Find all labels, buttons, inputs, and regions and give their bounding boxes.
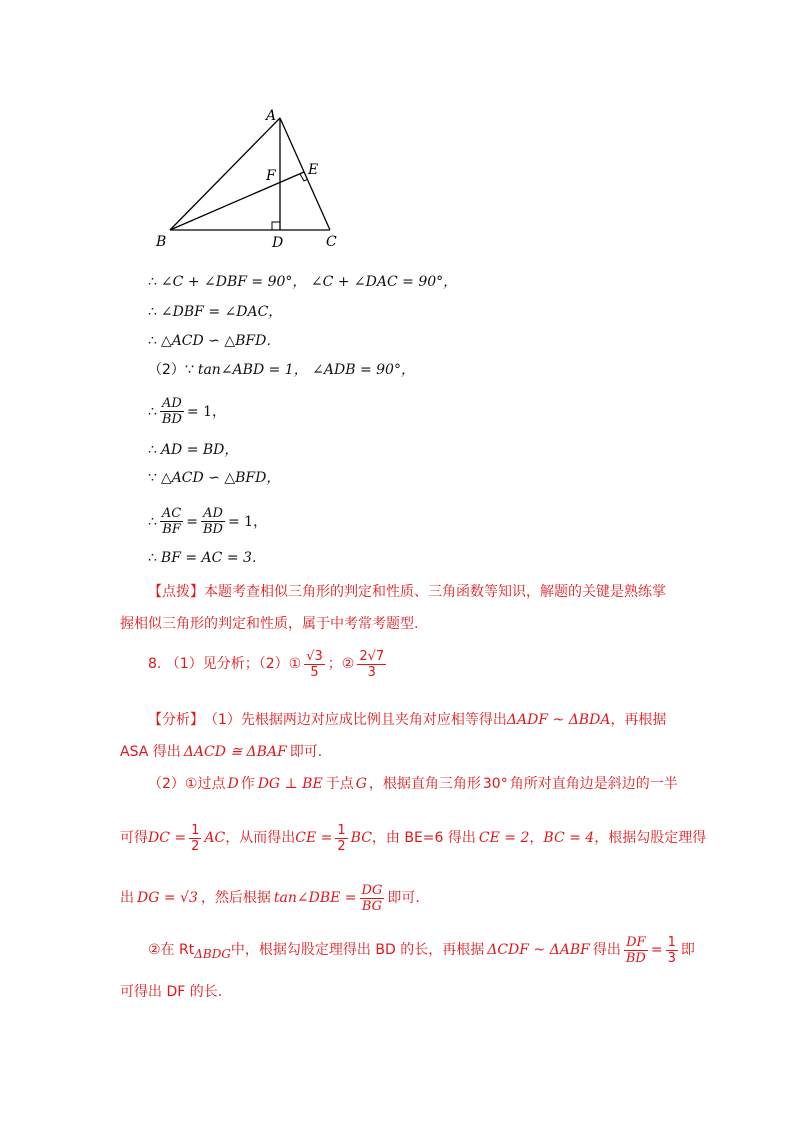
therefore-symbol: ∴ — [148, 513, 157, 530]
answer-separator: ；② — [327, 656, 355, 672]
answer-prefix: 8. （1）见分析；（2）① — [148, 656, 302, 672]
analysis-label: 【分析】 — [148, 712, 204, 728]
analysis-text: 可得 — [120, 830, 148, 846]
therefore-symbol: ∴ — [148, 274, 157, 290]
triangle-figure — [150, 100, 350, 250]
equals-sign: = — [650, 942, 663, 958]
fraction-denominator: BG — [361, 898, 383, 914]
analysis-expression: CE = — [295, 830, 333, 846]
fraction — [666, 935, 678, 966]
hint-text: 握相似三角形的判定和性质，属于中考常考题型. — [120, 616, 419, 632]
analysis-line-1 — [148, 710, 666, 730]
fraction-numerator: DF — [626, 934, 646, 950]
fraction-numerator: 2√7 — [359, 648, 385, 664]
analysis-text: ②在 Rt — [148, 942, 195, 958]
fraction-numerator: AD — [162, 396, 182, 411]
proof-line-6 — [148, 440, 238, 460]
fraction-numerator: AC — [161, 506, 182, 521]
therefore-symbol: ∴ — [148, 442, 157, 458]
fraction-denominator: 3 — [367, 664, 376, 680]
hint-paragraph — [120, 582, 680, 634]
fraction-numerator: 1 — [667, 934, 676, 950]
analysis-expression: ΔACD ≅ ΔBAF — [183, 744, 287, 760]
analysis-text: 得出 — [592, 942, 621, 958]
fraction-denominator: BD — [161, 412, 182, 427]
analysis-expression: BC — [350, 830, 372, 846]
analysis-text: ，根据直角三角形 — [368, 776, 481, 792]
fraction — [160, 396, 184, 427]
proof-line-9 — [148, 548, 266, 568]
analysis-text: ，再根据 — [610, 712, 667, 728]
fraction-denominator: 3 — [667, 950, 676, 966]
fraction — [624, 935, 648, 966]
proof-line-1 — [148, 272, 457, 292]
analysis-text: 出 — [120, 890, 134, 906]
analysis-text: ，由 BE=6 得出 — [371, 830, 476, 846]
analysis-text: 作 — [240, 776, 255, 792]
therefore-symbol: ∴ — [148, 333, 157, 349]
analysis-expression: ΔCDF ~ ΔABF — [487, 942, 590, 958]
proof-expression: △ACD ∽ △BFD， — [160, 470, 281, 486]
analysis-expression: DG ⊥ BE — [257, 776, 323, 792]
fraction-numerator: 1 — [191, 822, 200, 838]
proof-expression: = 1， — [186, 403, 226, 420]
proof-line-7 — [148, 468, 280, 488]
analysis-expression: G — [355, 776, 367, 792]
analysis-line-6 — [148, 930, 695, 970]
analysis-text: 角所对直角边是斜边的一半 — [509, 776, 678, 792]
fraction-denominator: 2 — [191, 838, 200, 854]
proof-line-8 — [148, 506, 267, 537]
fraction-denominator: BF — [162, 522, 181, 537]
fraction-denominator: 5 — [310, 664, 319, 680]
point-f: F — [266, 168, 276, 184]
proof-expression: BF = AC = 3． — [160, 550, 266, 566]
analysis-text: ， — [529, 830, 544, 846]
analysis-expression: BC = 4 — [543, 830, 595, 846]
right-angle-d — [272, 222, 280, 230]
fraction — [357, 649, 386, 680]
point-a: A — [266, 108, 277, 124]
analysis-line-3 — [148, 774, 678, 794]
fraction-numerator: 1 — [337, 822, 346, 838]
fraction-denominator: BD — [203, 522, 223, 537]
fraction — [189, 823, 201, 854]
hint-label: 【点拨】 — [148, 584, 204, 600]
proof-expression: ∠C + ∠DBF = 90°， ∠C + ∠DAC = 90°， — [160, 274, 458, 290]
segment-ab — [170, 118, 280, 230]
segment-ac — [280, 118, 330, 230]
answer-8 — [148, 646, 389, 682]
because-symbol: ∵ — [148, 470, 157, 486]
proof-expression: AD = BD， — [160, 442, 239, 458]
fraction-numerator: √3 — [306, 648, 323, 664]
analysis-expression: DC = — [148, 830, 187, 846]
point-b: B — [156, 234, 167, 250]
therefore-symbol: ∴ — [148, 304, 157, 320]
analysis-text: 于点 — [325, 776, 354, 792]
analysis-text: 可得出 DF 的长. — [120, 984, 223, 1000]
fraction-numerator: DG — [361, 882, 383, 898]
analysis-text: ，根据勾股定理得 — [594, 830, 707, 846]
therefore-symbol: ∴ — [148, 550, 157, 566]
proof-line-3 — [148, 331, 280, 351]
fraction-denominator: BD — [625, 950, 646, 966]
analysis-expression: CE = 2 — [478, 830, 530, 846]
point-e: E — [308, 162, 319, 178]
analysis-expression: DG = √3 — [137, 890, 198, 906]
fraction-numerator: AD — [203, 506, 223, 521]
analysis-expression: AC — [204, 830, 226, 846]
fraction — [360, 883, 385, 914]
proof-line-5 — [148, 396, 226, 427]
analysis-line-5 — [120, 878, 420, 918]
proof-expression: ∠DBF = ∠DAC， — [160, 304, 283, 320]
analysis-text: 中，根据勾股定理得出 BD 的长，再根据 — [230, 942, 485, 958]
point-d: D — [272, 235, 284, 250]
analysis-line-7 — [120, 982, 222, 1002]
analysis-line-4 — [120, 818, 706, 858]
analysis-expression: D — [227, 776, 239, 792]
therefore-symbol: ∴ — [148, 403, 157, 420]
analysis-expression: tan∠DBE = — [273, 890, 357, 906]
analysis-text: ，从而得出 — [225, 830, 296, 846]
part-label: （2）∵ — [148, 362, 194, 378]
fraction — [304, 649, 325, 680]
equals-sign: = — [186, 513, 198, 530]
analysis-expression: ΔBDG — [194, 947, 231, 961]
proof-expression: tan∠ABD = 1， ∠ADB = 90°， — [197, 362, 415, 378]
analysis-expression: ΔADF ~ ΔBDA — [506, 712, 611, 728]
analysis-text: ，然后根据 — [200, 890, 271, 906]
analysis-text: 即可. — [289, 744, 323, 760]
proof-expression: △ACD ∽ △BFD． — [160, 333, 281, 349]
fraction — [335, 823, 347, 854]
fraction-denominator: 2 — [337, 838, 346, 854]
analysis-text: ASA 得出 — [120, 744, 181, 760]
analysis-text: （1）先根据两边对应成比例且夹角对应相等得出 — [204, 712, 507, 728]
analysis-expression: 30° — [482, 776, 508, 792]
hint-text: 本题考查相似三角形的判定和性质、三角函数等知识，解题的关键是熟练掌 — [204, 584, 666, 600]
proof-line-2 — [148, 302, 282, 322]
proof-line-4 — [148, 360, 415, 380]
analysis-text: （2）①过点 — [148, 776, 226, 792]
fraction — [201, 506, 225, 537]
fraction — [160, 506, 183, 537]
segment-be — [170, 172, 304, 230]
analysis-text: 即 — [680, 942, 695, 958]
analysis-line-2 — [120, 742, 322, 762]
point-c: C — [326, 234, 337, 250]
analysis-text: 即可. — [387, 890, 420, 906]
proof-expression: = 1， — [227, 513, 268, 530]
